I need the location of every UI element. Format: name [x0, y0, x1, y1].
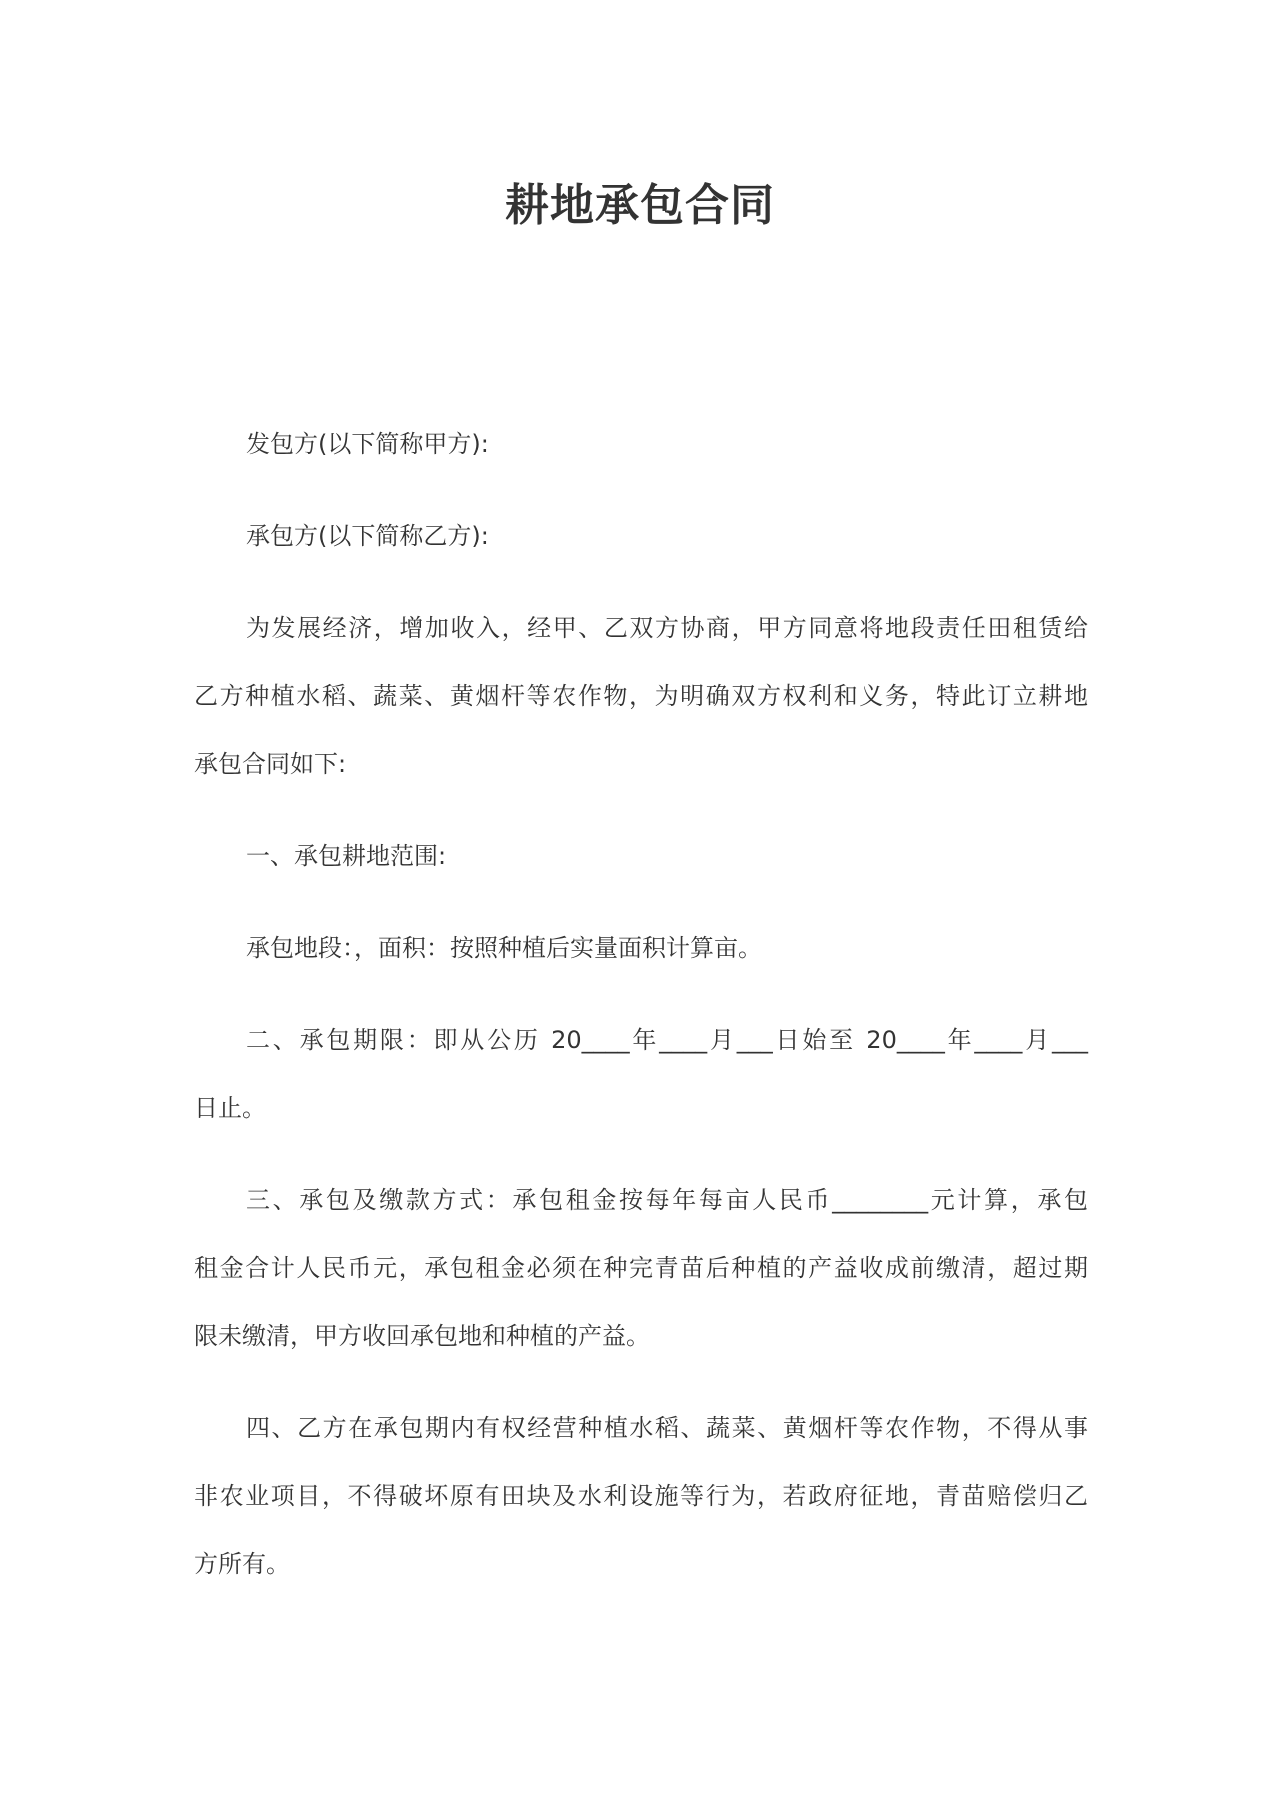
paragraph-line: 二、承包期限：即从公历 20____年____月___日始至 20____年____月___	[246, 1026, 1088, 1054]
party-b-line	[194, 502, 1088, 570]
paragraph-line: 承包合同如下:	[194, 750, 347, 778]
document-body	[194, 410, 1088, 1622]
clause-4-paragraph	[194, 1394, 1088, 1598]
clause-2-paragraph	[194, 1006, 1088, 1142]
paragraph-line: 方所有。	[194, 1550, 290, 1578]
paragraph-line: 为发展经济，增加收入，经甲、乙双方协商，甲方同意将地段责任田租赁给	[246, 614, 1088, 642]
paragraph-line: 乙方种植水稻、蔬菜、黄烟杆等农作物，为明确双方权利和义务，特此订立耕地	[194, 682, 1088, 710]
document-title: 耕地承包合同	[505, 180, 775, 231]
paragraph-line: 限未缴清，甲方收回承包地和种植的产益。	[194, 1322, 650, 1350]
paragraph-line: 承包地段：，面积：按照种植后实量面积计算亩。	[246, 934, 762, 962]
paragraph-line: 租金合计人民币元，承包租金必须在种完青苗后种植的产益收成前缴清，超过期	[194, 1254, 1088, 1282]
party-a-line	[194, 410, 1088, 478]
paragraph-line: 日止。	[194, 1094, 266, 1122]
clause-1-body	[194, 914, 1088, 982]
paragraph-line: 非农业项目，不得破坏原有田块及水利设施等行为，若政府征地，青苗赔偿归乙	[194, 1482, 1088, 1510]
paragraph-line: 承包方(以下简称乙方):	[246, 522, 489, 550]
paragraph-line: 三、承包及缴款方式：承包租金按每年每亩人民币________元计算，承包	[246, 1186, 1088, 1214]
paragraph-line: 四、乙方在承包期内有权经营种植水稻、蔬菜、黄烟杆等农作物，不得从事	[246, 1414, 1088, 1442]
clause-3-paragraph	[194, 1166, 1088, 1370]
paragraph-line: 一、承包耕地范围:	[246, 842, 447, 870]
preamble-paragraph	[194, 594, 1088, 798]
paragraph-line: 发包方(以下简称甲方):	[246, 430, 489, 458]
clause-1-heading	[194, 822, 1088, 890]
